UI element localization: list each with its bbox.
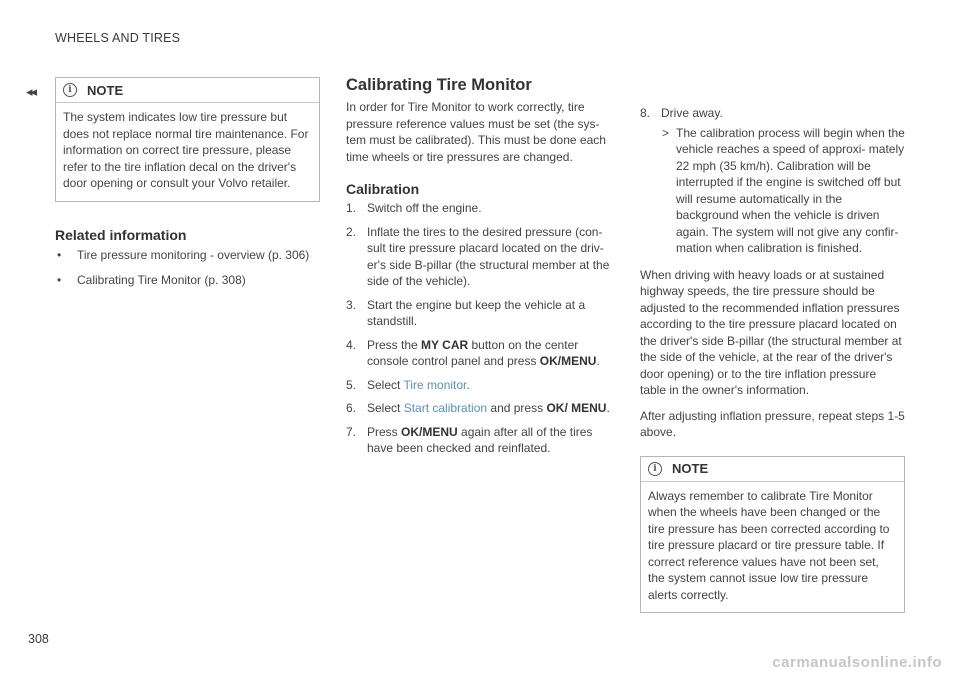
calibration-steps-continued — [640, 105, 905, 122]
note-header — [641, 457, 904, 482]
note-title: NOTE — [672, 461, 709, 476]
related-links-list — [55, 247, 320, 289]
section-title: Calibrating Tire Monitor — [346, 76, 532, 94]
left-column — [55, 77, 320, 298]
button-name: MY CAR — [421, 337, 469, 352]
note-box — [55, 77, 320, 202]
related-information-heading: Related information — [55, 226, 187, 243]
related-link[interactable]: • Calibrating Tire Monitor (p. 308) — [55, 272, 320, 289]
right-column — [640, 105, 905, 613]
step-text: Start the engine but keep the vehicle at a standstill. — [367, 297, 586, 328]
info-circle-icon: i — [648, 462, 662, 476]
button-name: OK/MENU — [401, 424, 458, 439]
step-text-part: Select — [367, 377, 404, 392]
step-text-part: . — [606, 401, 610, 415]
note-text: The system indicates low tire pressure but does not replace normal tire maintenance. For information on correct tire pressure, please refer to the tire inflation decal on the driver's door opening or consult your Volvo retailer. — [63, 110, 309, 190]
step-item — [346, 337, 611, 370]
step-text — [367, 400, 611, 417]
step-text-part: . — [466, 377, 470, 392]
intro-paragraph: In order for Tire Monitor to work correctly, tire pressure reference values must be set (the sys- tem must be calibrated). This must be done each time wheels or tire pressures are changed. — [346, 100, 606, 164]
double-chevron-left-icon: ◂◂ — [26, 84, 36, 99]
step-number: 7. — [346, 424, 357, 439]
calibration-heading: Calibration — [346, 181, 420, 197]
step-text — [367, 377, 611, 394]
step-number: 5. — [346, 377, 357, 392]
step-item — [346, 377, 611, 394]
step-text-part: again after all of the tires have been checked and reinflated. — [367, 424, 593, 455]
page-number: 308 — [28, 632, 49, 646]
note-title: NOTE — [87, 82, 124, 98]
step-item — [346, 400, 611, 417]
result-text: The calibration process will begin when the vehicle reaches a speed of approxi- mately 22 mph (35 km/h). Calibration will be interrupted if the engine is switched off but will resume automatically in the background when the vehicle is driven again. The system will not give any confir- mation when calibration is finished. — [676, 125, 905, 255]
menu-option: Tire monitor — [403, 377, 467, 392]
step-text-part: Press the — [367, 337, 422, 352]
related-link[interactable]: • Tire pressure monitoring - overview (p. 306) — [55, 247, 320, 264]
calibration-steps — [346, 200, 611, 457]
step-text-part: Select — [367, 401, 404, 415]
step-item — [346, 424, 611, 457]
step-text: Drive away. — [661, 106, 723, 120]
step-text-part: Press — [367, 424, 402, 439]
step-number: 8. — [640, 106, 651, 120]
running-header: WHEELS AND TIRES — [55, 31, 181, 45]
step-number: 2. — [346, 224, 357, 239]
step-text: Inflate the tires to the desired pressure (con- sult tire pressure placard located on the driv- er's side B-pillar (the structural member at the side of the vehicle). — [367, 224, 610, 288]
step-item — [346, 297, 611, 330]
step-text-part: button on the center console control panel and press — [367, 337, 579, 368]
note-header — [56, 78, 319, 103]
step-number: 3. — [346, 297, 357, 312]
menu-option: Start calibration — [403, 401, 488, 415]
step-item — [346, 224, 611, 290]
step-number: 4. — [346, 337, 357, 352]
middle-column — [346, 76, 611, 464]
step-number: 6. — [346, 401, 357, 415]
step-result — [640, 125, 905, 257]
step-item — [640, 105, 905, 122]
paragraph-heavy-loads: When driving with heavy loads or at sustained highway speeds, the tire pressure should be adjusted to the recommended inflation pressures according to the tire pressure placard located on the driver's side B-pillar (the structural member at the side of the vehicle, at the rear of the driver's door opening) or to the tire inflation pressure table in the owner's information. — [640, 267, 902, 397]
button-name: OK/ MENU — [546, 401, 607, 415]
button-name: OK/MENU — [539, 354, 597, 368]
watermark: carmanualsonline.info — [772, 654, 942, 671]
note-box — [640, 456, 905, 614]
step-item — [346, 200, 611, 217]
step-text — [367, 424, 611, 457]
step-number: 1. — [346, 201, 357, 215]
step-text: Switch off the engine. — [367, 201, 482, 215]
step-text-part: . — [596, 354, 600, 368]
info-circle-icon: i — [63, 83, 77, 97]
result-arrow-icon: > — [662, 125, 670, 140]
note-text: Always remember to calibrate Tire Monitor when the wheels have been changed or the tire pressure has been corrected according to tire pressure placard or tire pressure table. If correct reference values have not been set, the system cannot issue low tire pressure alerts correctly. — [648, 488, 890, 602]
paragraph-repeat-steps: After adjusting inflation pressure, repeat steps 1-5 above. — [640, 408, 905, 439]
step-text — [367, 337, 611, 370]
step-text-part: and press — [487, 401, 547, 415]
